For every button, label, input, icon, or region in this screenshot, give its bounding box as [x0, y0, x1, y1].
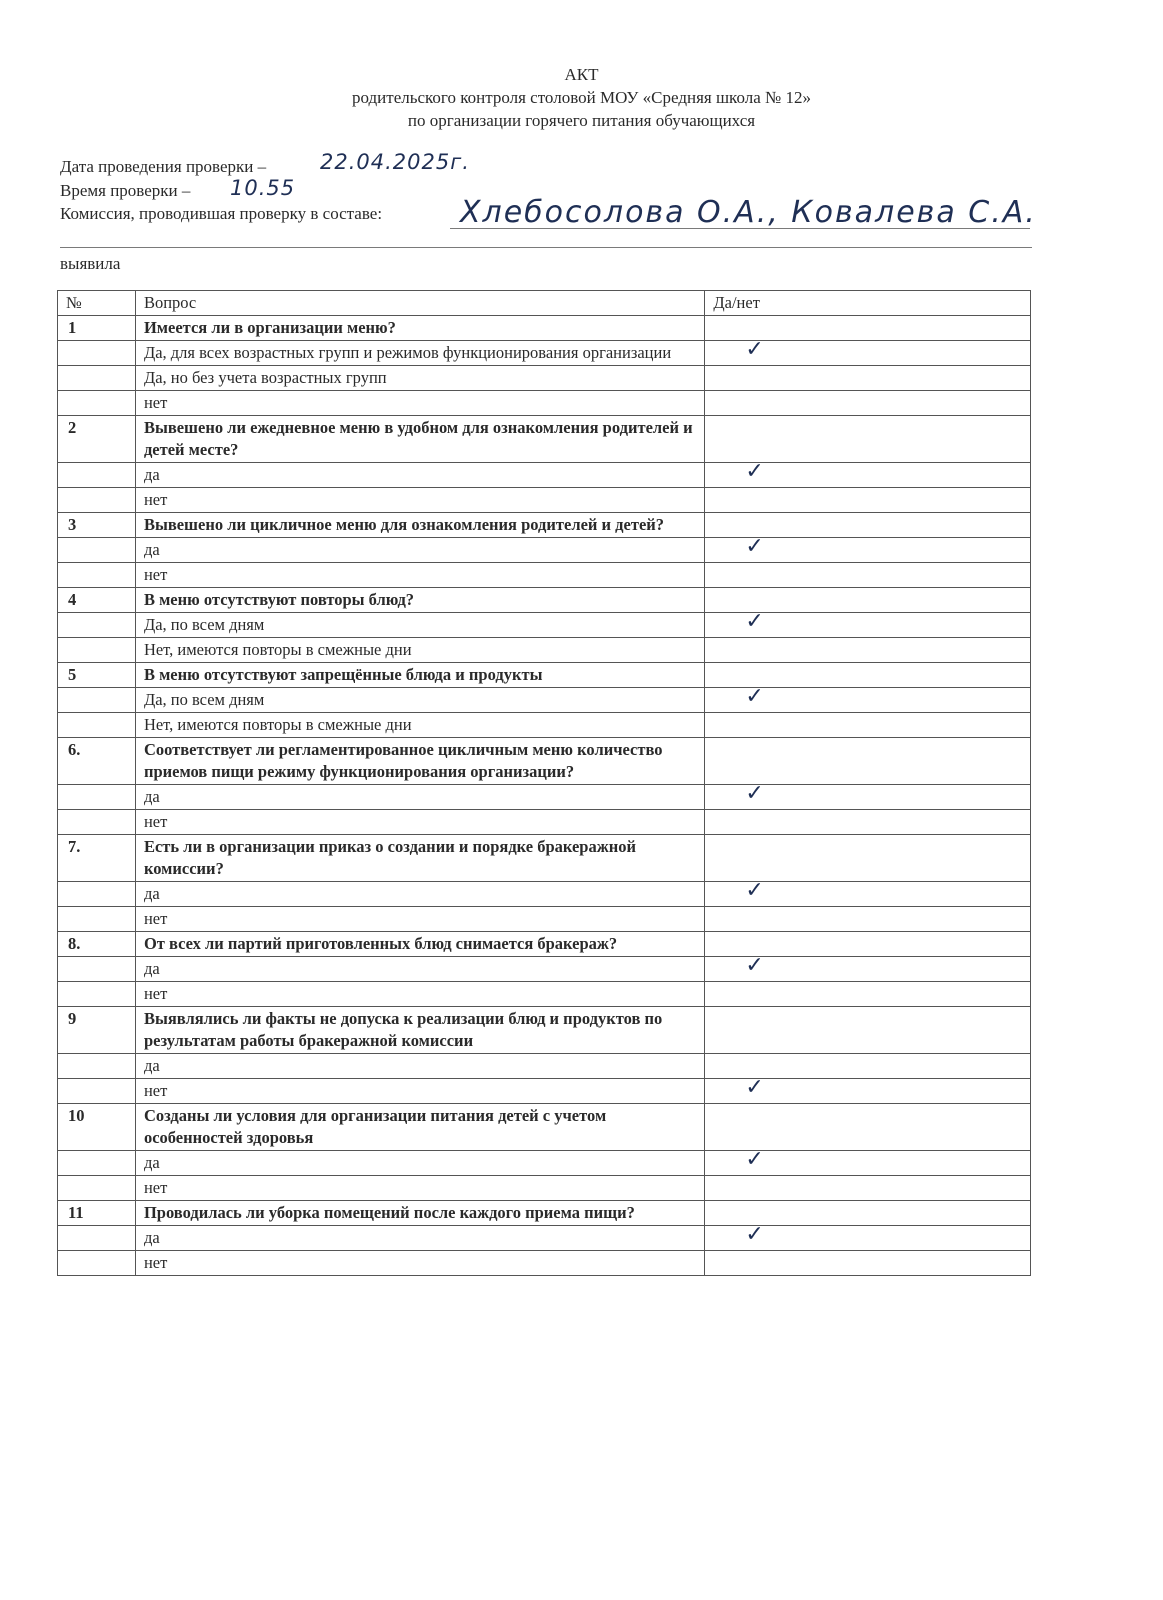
answer-option-text: да: [135, 882, 704, 907]
row-number: [58, 1251, 136, 1276]
row-number: 11: [58, 1201, 136, 1226]
answer-cell: [705, 1176, 1031, 1201]
found-label: выявила: [60, 254, 121, 273]
answer-cell: [705, 459, 1031, 488]
answer-row: [58, 882, 1031, 907]
answer-cell: [705, 1075, 1031, 1104]
row-number: [58, 391, 136, 416]
answer-row: [58, 463, 1031, 488]
row-number: [58, 1079, 136, 1104]
answer-cell: [705, 835, 1031, 882]
row-number: [58, 810, 136, 835]
checkmark-icon: ✓: [745, 684, 764, 709]
answer-option-text: да: [135, 463, 704, 488]
row-number: [58, 1226, 136, 1251]
question-text: Проводилась ли уборка помещений после каждого приема пищи?: [135, 1201, 704, 1226]
answer-cell: [705, 684, 1031, 713]
commission-label: Комиссия, проводившая проверку в составе:: [60, 204, 383, 223]
question-row: [58, 663, 1031, 688]
answer-option-text: Да, для всех возрастных групп и режимов функционирования организации: [135, 341, 704, 366]
answer-option-text: Да, но без учета возрастных групп: [135, 366, 704, 391]
checkmark-icon: ✓: [745, 609, 764, 634]
answer-cell: [705, 1104, 1031, 1151]
answer-option-text: да: [135, 785, 704, 810]
row-number: 5: [58, 663, 136, 688]
checkmark-icon: ✓: [745, 878, 764, 903]
document-title: АКТ: [564, 65, 599, 84]
question-row: [58, 316, 1031, 341]
inspection-table: [57, 290, 1031, 1276]
answer-row: [58, 688, 1031, 713]
time-label: Время проверки –: [60, 181, 191, 200]
answer-row: [58, 1251, 1031, 1276]
row-number: [58, 907, 136, 932]
answer-option-text: нет: [135, 810, 704, 835]
question-row: [58, 513, 1031, 538]
row-number: 6.: [58, 738, 136, 785]
checkmark-icon: ✓: [745, 1222, 764, 1247]
question-text: Вывешено ли цикличное меню для ознакомления родителей и детей?: [135, 513, 704, 538]
answer-option-text: нет: [135, 488, 704, 513]
answer-row: [58, 810, 1031, 835]
answer-cell: [705, 366, 1031, 391]
header-question: Вопрос: [135, 291, 704, 316]
answer-row: [58, 785, 1031, 810]
answer-cell: [705, 488, 1031, 513]
commission-value: Хлебосолова О.А., Ковалева С.А.: [460, 195, 1037, 230]
row-number: [58, 713, 136, 738]
blank-line: [60, 247, 1032, 248]
row-number: 4: [58, 588, 136, 613]
answer-option-text: да: [135, 957, 704, 982]
answer-row: [58, 391, 1031, 416]
question-text: В меню отсутствуют запрещённые блюда и продукты: [135, 663, 704, 688]
time-value: 10.55: [230, 176, 296, 200]
answer-row: [58, 488, 1031, 513]
row-number: [58, 1151, 136, 1176]
question-text: В меню отсутствуют повторы блюд?: [135, 588, 704, 613]
answer-cell: [705, 953, 1031, 982]
row-number: 10: [58, 1104, 136, 1151]
answer-row: [58, 341, 1031, 366]
answer-row: [58, 1176, 1031, 1201]
answer-cell: [705, 781, 1031, 810]
answer-cell: [705, 1007, 1031, 1054]
answer-cell: [705, 337, 1031, 366]
answer-option-text: да: [135, 1226, 704, 1251]
answer-option-text: нет: [135, 563, 704, 588]
answer-option-text: нет: [135, 1079, 704, 1104]
answer-row: [58, 613, 1031, 638]
row-number: 3: [58, 513, 136, 538]
answer-option-text: да: [135, 1054, 704, 1079]
row-number: [58, 613, 136, 638]
answer-cell: [705, 713, 1031, 738]
table-header-row: [58, 291, 1031, 316]
answer-row: [58, 563, 1031, 588]
answer-option-text: Нет, имеются повторы в смежные дни: [135, 713, 704, 738]
checkmark-icon: ✓: [745, 1147, 764, 1172]
answer-cell: [705, 1251, 1031, 1276]
answer-row: [58, 1226, 1031, 1251]
answer-row: [58, 1054, 1031, 1079]
row-number: [58, 488, 136, 513]
answer-row: [58, 957, 1031, 982]
answer-cell: [705, 810, 1031, 835]
row-number: [58, 882, 136, 907]
answer-cell: [705, 738, 1031, 785]
row-number: [58, 957, 136, 982]
answer-row: [58, 538, 1031, 563]
answer-cell: [705, 907, 1031, 932]
answer-row: [58, 638, 1031, 663]
answer-row: [58, 713, 1031, 738]
question-text: Созданы ли условия для организации питания детей с учетом особенностей здоровья: [135, 1104, 704, 1151]
answer-cell: [705, 563, 1031, 588]
question-text: Выявлялись ли факты не допуска к реализации блюд и продуктов по результатам работы бракеражной комиссии: [135, 1007, 704, 1054]
answer-option-text: Да, по всем дням: [135, 613, 704, 638]
question-row: [58, 932, 1031, 957]
question-text: Соответствует ли регламентированное цикличным меню количество приемов пищи режиму функционирования организации?: [135, 738, 704, 785]
row-number: [58, 463, 136, 488]
question-row: [58, 416, 1031, 463]
answer-cell: [705, 416, 1031, 463]
answer-cell: [705, 609, 1031, 638]
date-label: Дата проведения проверки –: [60, 157, 267, 176]
row-number: 1: [58, 316, 136, 341]
answer-option-text: да: [135, 1151, 704, 1176]
question-text: Вывешено ли ежедневное меню в удобном для ознакомления родителей и детей месте?: [135, 416, 704, 463]
answer-option-text: нет: [135, 982, 704, 1007]
table-body: [58, 316, 1031, 1276]
answer-cell: [705, 878, 1031, 907]
answer-cell: [705, 638, 1031, 663]
row-number: 7.: [58, 835, 136, 882]
question-text: От всех ли партий приготовленных блюд снимается бракераж?: [135, 932, 704, 957]
question-row: [58, 835, 1031, 882]
row-number: [58, 982, 136, 1007]
answer-row: [58, 907, 1031, 932]
row-number: 2: [58, 416, 136, 463]
question-row: [58, 1104, 1031, 1151]
answer-option-text: Да, по всем дням: [135, 688, 704, 713]
answer-cell: [705, 534, 1031, 563]
checkmark-icon: ✓: [745, 1075, 764, 1100]
checkmark-icon: ✓: [745, 953, 764, 978]
answer-cell: [705, 391, 1031, 416]
checkmark-icon: ✓: [745, 337, 764, 362]
question-row: [58, 738, 1031, 785]
answer-option-text: да: [135, 538, 704, 563]
answer-cell: [705, 1147, 1031, 1176]
answer-cell: [705, 1222, 1031, 1251]
date-value: 22.04.2025г.: [320, 150, 470, 174]
row-number: [58, 688, 136, 713]
question-text: Есть ли в организации приказ о создании и порядке бракеражной комиссии?: [135, 835, 704, 882]
answer-option-text: нет: [135, 391, 704, 416]
row-number: [58, 1176, 136, 1201]
document-subtitle-2: по организации горячего питания обучающихся: [407, 111, 756, 130]
document-subtitle: родительского контроля столовой МОУ «Средняя школа № 12»: [352, 88, 811, 107]
header-number: №: [58, 291, 136, 316]
question-text: Имеется ли в организации меню?: [135, 316, 704, 341]
commission-underline: [450, 228, 1030, 229]
answer-cell: [705, 982, 1031, 1007]
row-number: 9: [58, 1007, 136, 1054]
answer-option-text: Нет, имеются повторы в смежные дни: [135, 638, 704, 663]
row-number: [58, 366, 136, 391]
answer-option-text: нет: [135, 1176, 704, 1201]
question-row: [58, 1201, 1031, 1226]
question-row: [58, 1007, 1031, 1054]
answer-row: [58, 982, 1031, 1007]
row-number: [58, 785, 136, 810]
question-row: [58, 588, 1031, 613]
row-number: [58, 563, 136, 588]
row-number: [58, 341, 136, 366]
row-number: [58, 638, 136, 663]
answer-option-text: нет: [135, 907, 704, 932]
header-answer: Да/нет: [705, 291, 1031, 316]
checkmark-icon: ✓: [745, 534, 764, 559]
answer-row: [58, 1079, 1031, 1104]
answer-row: [58, 366, 1031, 391]
checkmark-icon: ✓: [745, 781, 764, 806]
answer-option-text: нет: [135, 1251, 704, 1276]
checkmark-icon: ✓: [745, 459, 764, 484]
row-number: [58, 538, 136, 563]
row-number: 8.: [58, 932, 136, 957]
answer-row: [58, 1151, 1031, 1176]
row-number: [58, 1054, 136, 1079]
